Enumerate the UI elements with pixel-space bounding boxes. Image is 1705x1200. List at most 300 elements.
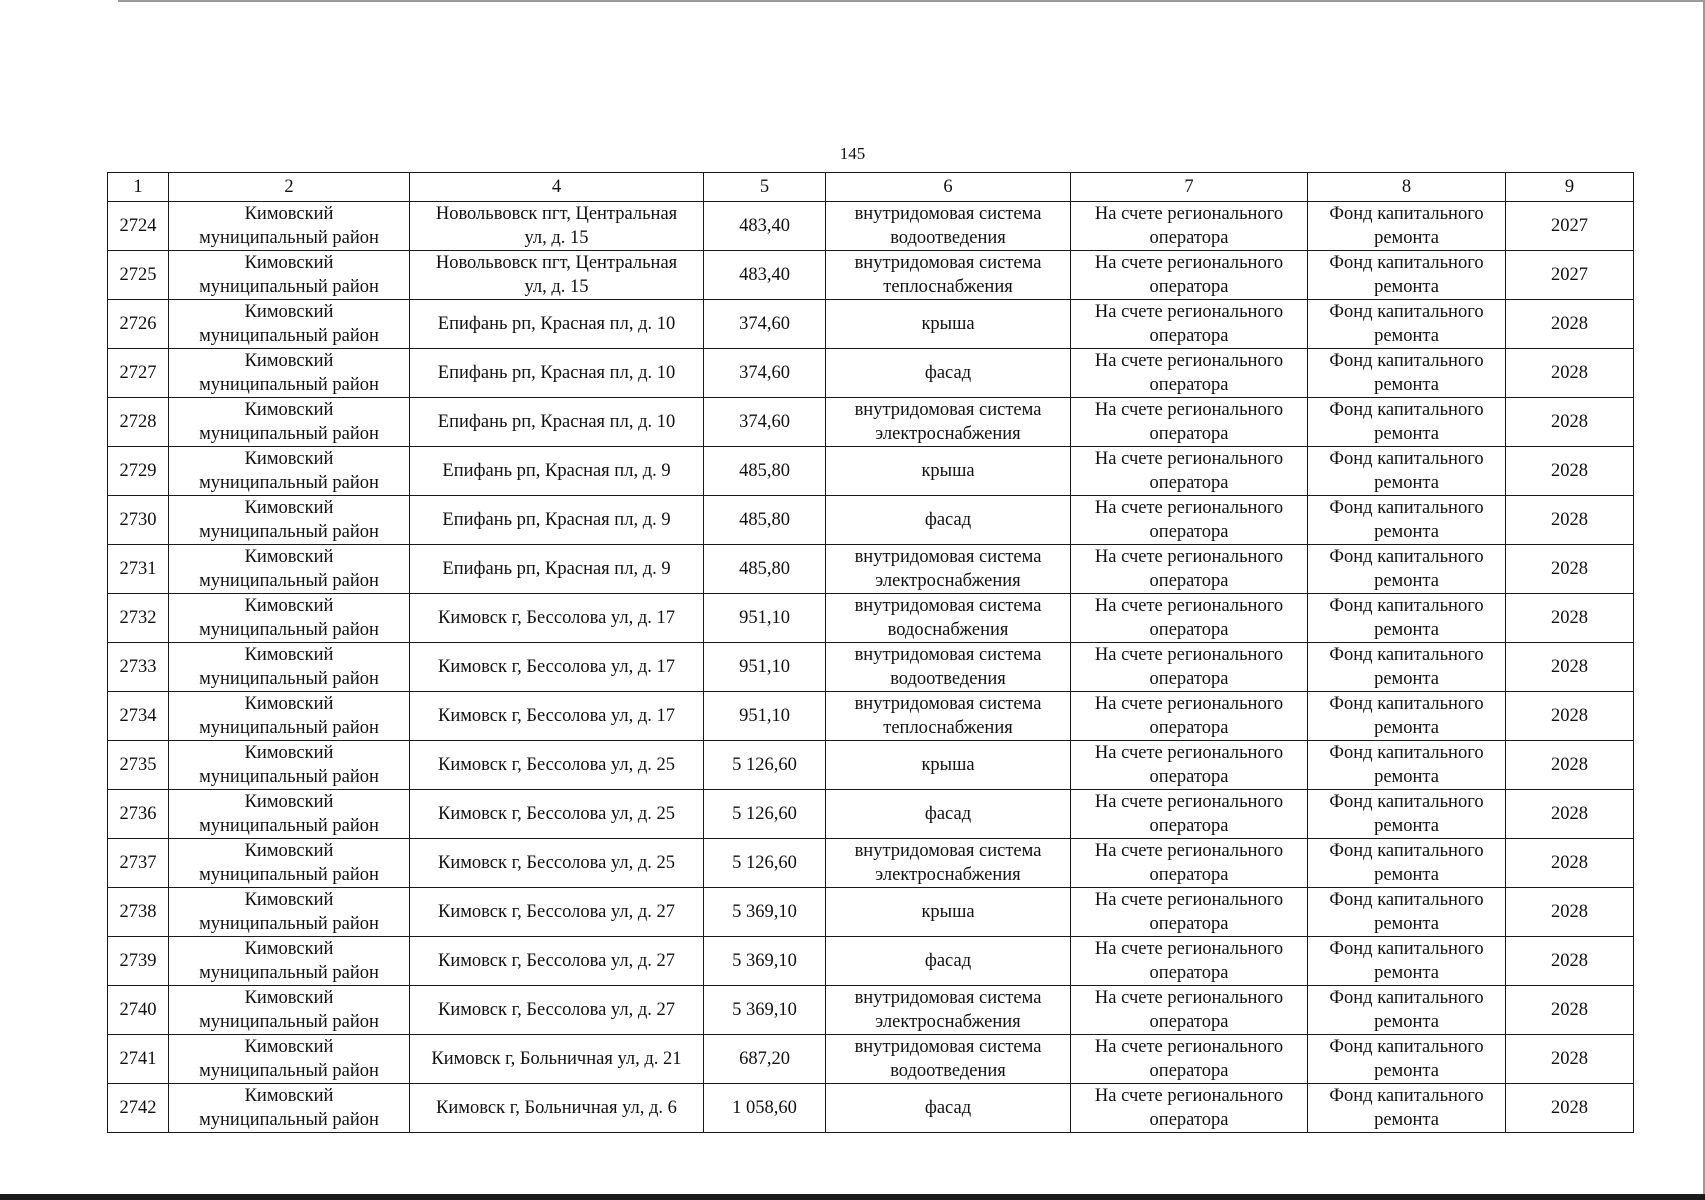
cell-district-line: муниципальный район: [199, 1012, 379, 1032]
cell-district-line: Кимовский: [244, 988, 334, 1008]
cell-funding-source-line: ремонта: [1374, 326, 1439, 346]
cell-address-line: Кимовск г, Бессолова ул, д. 17: [437, 657, 675, 677]
cell-structural-element-line: крыша: [921, 902, 975, 922]
table-row: [108, 202, 1634, 251]
cell-funding-source-line: ремонта: [1374, 1061, 1439, 1081]
cell-structural-element: [826, 447, 1071, 496]
cell-area: 5 369,10: [704, 888, 826, 937]
table-row: [108, 692, 1634, 741]
cell-row-number: 2724: [108, 202, 169, 251]
cell-funding-source-line: ремонта: [1374, 767, 1439, 787]
cell-fund-account: [1071, 1035, 1308, 1084]
cell-fund-account: [1071, 692, 1308, 741]
cell-address-line: Кимовск г, Бессолова ул, д. 25: [437, 755, 675, 775]
cell-structural-element-line: внутридомовая система: [854, 1037, 1042, 1057]
cell-fund-account-line: оператора: [1149, 522, 1229, 542]
cell-district-line: муниципальный район: [199, 473, 379, 493]
cell-funding-source-line: ремонта: [1374, 473, 1439, 493]
cell-address-line: Кимовск г, Бессолова ул, д. 27: [437, 902, 675, 922]
table-row: [108, 937, 1634, 986]
cell-area: 5 369,10: [704, 986, 826, 1035]
cell-structural-element-line: внутридомовая система: [854, 204, 1042, 224]
cell-funding-source-line: Фонд капитального: [1329, 645, 1484, 665]
cell-funding-source-line: Фонд капитального: [1329, 1037, 1484, 1057]
cell-structural-element-line: крыша: [921, 314, 975, 334]
cell-address: [410, 251, 704, 300]
cell-address: [410, 888, 704, 937]
cell-structural-element: [826, 398, 1071, 447]
column-header: 4: [410, 173, 704, 202]
cell-fund-account: [1071, 643, 1308, 692]
cell-structural-element-line: внутридомовая система: [854, 596, 1042, 616]
cell-address-line: Новольвовск пгт, Центральная: [435, 253, 678, 273]
cell-year: 2028: [1506, 790, 1634, 839]
table-row: [108, 741, 1634, 790]
cell-district: [169, 349, 410, 398]
cell-area: 5 126,60: [704, 790, 826, 839]
cell-district-line: Кимовский: [244, 743, 334, 763]
cell-district-line: муниципальный район: [199, 424, 379, 444]
cell-row-number: 2731: [108, 545, 169, 594]
cell-fund-account-line: оператора: [1149, 277, 1229, 297]
cell-funding-source-line: ремонта: [1374, 620, 1439, 640]
cell-district-line: Кимовский: [244, 302, 334, 322]
cell-address-line: ул, д. 15: [524, 277, 589, 297]
cell-structural-element-line: электроснабжения: [875, 424, 1021, 444]
cell-structural-element: [826, 888, 1071, 937]
cell-district: [169, 790, 410, 839]
cell-district-line: Кимовский: [244, 890, 334, 910]
cell-address: [410, 692, 704, 741]
cell-fund-account: [1071, 447, 1308, 496]
cell-year: 2028: [1506, 643, 1634, 692]
cell-funding-source: [1308, 1035, 1506, 1084]
cell-fund-account-line: На счете регионального: [1094, 253, 1284, 273]
cell-fund-account-line: На счете регионального: [1094, 1086, 1284, 1106]
cell-district-line: муниципальный район: [199, 767, 379, 787]
cell-funding-source: [1308, 888, 1506, 937]
cell-area: 5 369,10: [704, 937, 826, 986]
cell-fund-account: [1071, 251, 1308, 300]
cell-area: 951,10: [704, 594, 826, 643]
table-row: [108, 300, 1634, 349]
cell-row-number: 2736: [108, 790, 169, 839]
cell-address: [410, 1084, 704, 1133]
cell-address: [410, 1035, 704, 1084]
cell-structural-element-line: фасад: [924, 1098, 972, 1118]
cell-fund-account-line: оператора: [1149, 963, 1229, 983]
cell-structural-element: [826, 202, 1071, 251]
cell-row-number: 2727: [108, 349, 169, 398]
cell-fund-account-line: оператора: [1149, 718, 1229, 738]
cell-row-number: 2739: [108, 937, 169, 986]
cell-fund-account-line: На счете регионального: [1094, 400, 1284, 420]
cell-funding-source-line: ремонта: [1374, 1012, 1439, 1032]
cell-district-line: муниципальный район: [199, 718, 379, 738]
column-header: 5: [704, 173, 826, 202]
cell-structural-element-line: внутридомовая система: [854, 645, 1042, 665]
cell-fund-account-line: На счете регионального: [1094, 743, 1284, 763]
cell-funding-source-line: ремонта: [1374, 669, 1439, 689]
cell-address-line: Епифань рп, Красная пл, д. 10: [437, 363, 676, 383]
cell-area: 485,80: [704, 447, 826, 496]
cell-fund-account-line: оператора: [1149, 1061, 1229, 1081]
cell-district: [169, 251, 410, 300]
cell-area: 374,60: [704, 349, 826, 398]
cell-year: 2028: [1506, 349, 1634, 398]
cell-structural-element: [826, 741, 1071, 790]
cell-structural-element: [826, 1035, 1071, 1084]
cell-district-line: Кимовский: [244, 253, 334, 273]
table-row: [108, 790, 1634, 839]
cell-fund-account-line: На счете регионального: [1094, 841, 1284, 861]
cell-address-line: Епифань рп, Красная пл, д. 10: [437, 412, 676, 432]
cell-funding-source-line: Фонд капитального: [1329, 449, 1484, 469]
column-header: 2: [169, 173, 410, 202]
cell-year: 2028: [1506, 398, 1634, 447]
cell-year: 2027: [1506, 251, 1634, 300]
cell-fund-account: [1071, 545, 1308, 594]
cell-district-line: муниципальный район: [199, 865, 379, 885]
cell-district-line: муниципальный район: [199, 620, 379, 640]
cell-funding-source-line: ремонта: [1374, 865, 1439, 885]
cell-district: [169, 545, 410, 594]
cell-fund-account-line: На счете регионального: [1094, 547, 1284, 567]
cell-structural-element: [826, 594, 1071, 643]
cell-district: [169, 692, 410, 741]
cell-fund-account: [1071, 349, 1308, 398]
cell-fund-account-line: На счете регионального: [1094, 449, 1284, 469]
cell-funding-source-line: Фонд капитального: [1329, 498, 1484, 518]
table-row: [108, 1035, 1634, 1084]
cell-funding-source-line: Фонд капитального: [1329, 743, 1484, 763]
cell-structural-element-line: электроснабжения: [875, 1012, 1021, 1032]
cell-funding-source-line: ремонта: [1374, 963, 1439, 983]
cell-funding-source-line: ремонта: [1374, 718, 1439, 738]
cell-funding-source-line: ремонта: [1374, 914, 1439, 934]
cell-funding-source-line: ремонта: [1374, 424, 1439, 444]
cell-area: 5 126,60: [704, 839, 826, 888]
cell-structural-element-line: электроснабжения: [875, 571, 1021, 591]
cell-structural-element-line: фасад: [924, 951, 972, 971]
cell-fund-account-line: оператора: [1149, 767, 1229, 787]
cell-structural-element: [826, 349, 1071, 398]
cell-row-number: 2725: [108, 251, 169, 300]
cell-address-line: Кимовск г, Больничная ул, д. 6: [436, 1098, 677, 1118]
cell-area: 1 058,60: [704, 1084, 826, 1133]
cell-structural-element: [826, 251, 1071, 300]
cell-address-line: Кимовск г, Бессолова ул, д. 27: [437, 951, 675, 971]
cell-structural-element-line: теплоснабжения: [883, 277, 1013, 297]
cell-funding-source: [1308, 692, 1506, 741]
column-header: 9: [1506, 173, 1634, 202]
cell-funding-source-line: Фонд капитального: [1329, 694, 1484, 714]
cell-year: 2028: [1506, 1084, 1634, 1133]
cell-funding-source: [1308, 1084, 1506, 1133]
cell-structural-element-line: водоотведения: [890, 1061, 1006, 1081]
table-row: [108, 251, 1634, 300]
cell-district-line: муниципальный район: [199, 914, 379, 934]
cell-structural-element-line: внутридомовая система: [854, 694, 1042, 714]
cell-structural-element: [826, 545, 1071, 594]
cell-year: 2028: [1506, 545, 1634, 594]
cell-fund-account-line: На счете регионального: [1094, 302, 1284, 322]
cell-district-line: Кимовский: [244, 400, 334, 420]
cell-address: [410, 937, 704, 986]
cell-funding-source: [1308, 251, 1506, 300]
cell-address-line: Епифань рп, Красная пл, д. 10: [437, 314, 676, 334]
scan-top-edge: [118, 0, 1705, 2]
cell-funding-source: [1308, 741, 1506, 790]
table-row: [108, 643, 1634, 692]
cell-district: [169, 643, 410, 692]
cell-funding-source: [1308, 839, 1506, 888]
cell-district: [169, 1084, 410, 1133]
cell-structural-element: [826, 1084, 1071, 1133]
cell-district-line: Кимовский: [244, 351, 334, 371]
table-row: [108, 1084, 1634, 1133]
table-row: [108, 545, 1634, 594]
cell-district-line: муниципальный район: [199, 375, 379, 395]
cell-structural-element-line: водоотведения: [890, 228, 1006, 248]
cell-funding-source: [1308, 349, 1506, 398]
cell-fund-account: [1071, 937, 1308, 986]
cell-district: [169, 202, 410, 251]
cell-structural-element: [826, 300, 1071, 349]
cell-year: 2028: [1506, 839, 1634, 888]
cell-funding-source-line: Фонд капитального: [1329, 841, 1484, 861]
cell-district-line: Кимовский: [244, 1037, 334, 1057]
cell-funding-source: [1308, 986, 1506, 1035]
cell-year: 2028: [1506, 447, 1634, 496]
cell-district: [169, 594, 410, 643]
cell-address: [410, 447, 704, 496]
cell-district: [169, 839, 410, 888]
table-row: [108, 594, 1634, 643]
cell-area: 485,80: [704, 545, 826, 594]
cell-district: [169, 741, 410, 790]
scan-bottom-edge: [0, 1194, 1705, 1200]
column-header: 8: [1308, 173, 1506, 202]
cell-year: 2027: [1506, 202, 1634, 251]
cell-funding-source-line: Фонд капитального: [1329, 253, 1484, 273]
cell-address-line: Кимовск г, Бессолова ул, д. 25: [437, 853, 675, 873]
cell-funding-source: [1308, 398, 1506, 447]
cell-district: [169, 447, 410, 496]
cell-structural-element-line: внутридомовая система: [854, 400, 1042, 420]
cell-structural-element: [826, 692, 1071, 741]
cell-row-number: 2737: [108, 839, 169, 888]
cell-district-line: Кимовский: [244, 596, 334, 616]
cell-address: [410, 594, 704, 643]
cell-address-line: Епифань рп, Красная пл, д. 9: [442, 510, 671, 530]
cell-district: [169, 1035, 410, 1084]
cell-fund-account: [1071, 986, 1308, 1035]
cell-fund-account-line: оператора: [1149, 228, 1229, 248]
cell-structural-element: [826, 986, 1071, 1035]
cell-fund-account-line: На счете регионального: [1094, 645, 1284, 665]
cell-fund-account-line: На счете регионального: [1094, 988, 1284, 1008]
cell-fund-account: [1071, 790, 1308, 839]
cell-structural-element-line: водоснабжения: [887, 620, 1009, 640]
cell-fund-account-line: оператора: [1149, 669, 1229, 689]
cell-fund-account: [1071, 398, 1308, 447]
cell-fund-account-line: На счете регионального: [1094, 498, 1284, 518]
cell-year: 2028: [1506, 1035, 1634, 1084]
table-body: [108, 173, 1634, 1133]
cell-address: [410, 202, 704, 251]
cell-row-number: 2732: [108, 594, 169, 643]
cell-fund-account-line: оператора: [1149, 620, 1229, 640]
cell-year: 2028: [1506, 986, 1634, 1035]
cell-district-line: Кимовский: [244, 547, 334, 567]
cell-structural-element: [826, 790, 1071, 839]
cell-fund-account-line: оператора: [1149, 424, 1229, 444]
cell-structural-element-line: внутридомовая система: [854, 988, 1042, 1008]
column-header: 7: [1071, 173, 1308, 202]
cell-funding-source-line: ремонта: [1374, 375, 1439, 395]
table-row: [108, 398, 1634, 447]
cell-fund-account: [1071, 839, 1308, 888]
cell-funding-source-line: ремонта: [1374, 228, 1439, 248]
cell-district: [169, 300, 410, 349]
cell-structural-element-line: внутридомовая система: [854, 547, 1042, 567]
cell-district: [169, 986, 410, 1035]
cell-funding-source-line: ремонта: [1374, 277, 1439, 297]
cell-fund-account-line: На счете регионального: [1094, 204, 1284, 224]
cell-fund-account-line: На счете регионального: [1094, 792, 1284, 812]
cell-row-number: 2729: [108, 447, 169, 496]
cell-district: [169, 888, 410, 937]
cell-structural-element-line: водоотведения: [890, 669, 1006, 689]
cell-fund-account-line: оператора: [1149, 914, 1229, 934]
cell-fund-account: [1071, 888, 1308, 937]
cell-structural-element-line: внутридомовая система: [854, 841, 1042, 861]
cell-area: 5 126,60: [704, 741, 826, 790]
cell-structural-element-line: крыша: [921, 461, 975, 481]
cell-area: 374,60: [704, 398, 826, 447]
cell-funding-source-line: Фонд капитального: [1329, 792, 1484, 812]
cell-address: [410, 496, 704, 545]
cell-funding-source-line: Фонд капитального: [1329, 890, 1484, 910]
cell-area: 483,40: [704, 202, 826, 251]
cell-district-line: Кимовский: [244, 841, 334, 861]
capital-repair-table: [107, 172, 1634, 1133]
cell-year: 2028: [1506, 496, 1634, 545]
cell-row-number: 2730: [108, 496, 169, 545]
cell-funding-source-line: Фонд капитального: [1329, 400, 1484, 420]
cell-district-line: муниципальный район: [199, 1110, 379, 1130]
cell-district-line: муниципальный район: [199, 277, 379, 297]
cell-funding-source: [1308, 790, 1506, 839]
column-header: 1: [108, 173, 169, 202]
cell-district-line: муниципальный район: [199, 326, 379, 346]
cell-address: [410, 398, 704, 447]
cell-structural-element: [826, 496, 1071, 545]
cell-row-number: 2728: [108, 398, 169, 447]
cell-structural-element-line: электроснабжения: [875, 865, 1021, 885]
cell-funding-source-line: Фонд капитального: [1329, 351, 1484, 371]
cell-district-line: Кимовский: [244, 694, 334, 714]
cell-district-line: Кимовский: [244, 939, 334, 959]
cell-address: [410, 300, 704, 349]
cell-fund-account-line: оператора: [1149, 816, 1229, 836]
cell-structural-element-line: крыша: [921, 755, 975, 775]
cell-district: [169, 496, 410, 545]
cell-address: [410, 545, 704, 594]
cell-area: 951,10: [704, 643, 826, 692]
cell-address-line: Новольвовск пгт, Центральная: [435, 204, 678, 224]
cell-area: 485,80: [704, 496, 826, 545]
cell-fund-account-line: оператора: [1149, 571, 1229, 591]
cell-address-line: Епифань рп, Красная пл, д. 9: [442, 461, 671, 481]
cell-funding-source: [1308, 300, 1506, 349]
cell-structural-element-line: фасад: [924, 804, 972, 824]
cell-address: [410, 349, 704, 398]
cell-funding-source-line: Фонд капитального: [1329, 547, 1484, 567]
cell-district-line: Кимовский: [244, 1086, 334, 1106]
cell-row-number: 2733: [108, 643, 169, 692]
cell-funding-source: [1308, 447, 1506, 496]
cell-funding-source-line: ремонта: [1374, 1110, 1439, 1130]
table-row: [108, 986, 1634, 1035]
cell-district-line: Кимовский: [244, 792, 334, 812]
cell-funding-source-line: Фонд капитального: [1329, 939, 1484, 959]
cell-funding-source-line: ремонта: [1374, 522, 1439, 542]
cell-fund-account-line: оператора: [1149, 473, 1229, 493]
cell-structural-element: [826, 643, 1071, 692]
cell-row-number: 2734: [108, 692, 169, 741]
cell-area: 483,40: [704, 251, 826, 300]
cell-year: 2028: [1506, 692, 1634, 741]
cell-district-line: муниципальный район: [199, 571, 379, 591]
cell-year: 2028: [1506, 888, 1634, 937]
cell-address-line: Кимовск г, Бессолова ул, д. 17: [437, 608, 675, 628]
cell-address: [410, 741, 704, 790]
cell-district-line: Кимовский: [244, 498, 334, 518]
cell-fund-account: [1071, 300, 1308, 349]
table-row: [108, 888, 1634, 937]
cell-fund-account-line: оператора: [1149, 1110, 1229, 1130]
cell-fund-account: [1071, 202, 1308, 251]
cell-fund-account-line: На счете регионального: [1094, 694, 1284, 714]
cell-fund-account-line: На счете регионального: [1094, 890, 1284, 910]
cell-structural-element-line: фасад: [924, 363, 972, 383]
cell-address: [410, 643, 704, 692]
cell-district-line: Кимовский: [244, 204, 334, 224]
cell-funding-source: [1308, 545, 1506, 594]
cell-funding-source-line: Фонд капитального: [1329, 1086, 1484, 1106]
cell-address-line: Епифань рп, Красная пл, д. 9: [442, 559, 671, 579]
cell-structural-element: [826, 839, 1071, 888]
table-row: [108, 496, 1634, 545]
cell-funding-source-line: ремонта: [1374, 816, 1439, 836]
cell-year: 2028: [1506, 937, 1634, 986]
cell-funding-source-line: Фонд капитального: [1329, 988, 1484, 1008]
cell-district-line: муниципальный район: [199, 816, 379, 836]
cell-structural-element-line: внутридомовая система: [854, 253, 1042, 273]
cell-funding-source-line: Фонд капитального: [1329, 204, 1484, 224]
cell-row-number: 2735: [108, 741, 169, 790]
cell-row-number: 2741: [108, 1035, 169, 1084]
cell-fund-account-line: оператора: [1149, 865, 1229, 885]
cell-district-line: муниципальный район: [199, 522, 379, 542]
cell-funding-source: [1308, 202, 1506, 251]
cell-fund-account-line: На счете регионального: [1094, 939, 1284, 959]
cell-district-line: Кимовский: [244, 449, 334, 469]
cell-row-number: 2726: [108, 300, 169, 349]
cell-fund-account-line: На счете регионального: [1094, 351, 1284, 371]
